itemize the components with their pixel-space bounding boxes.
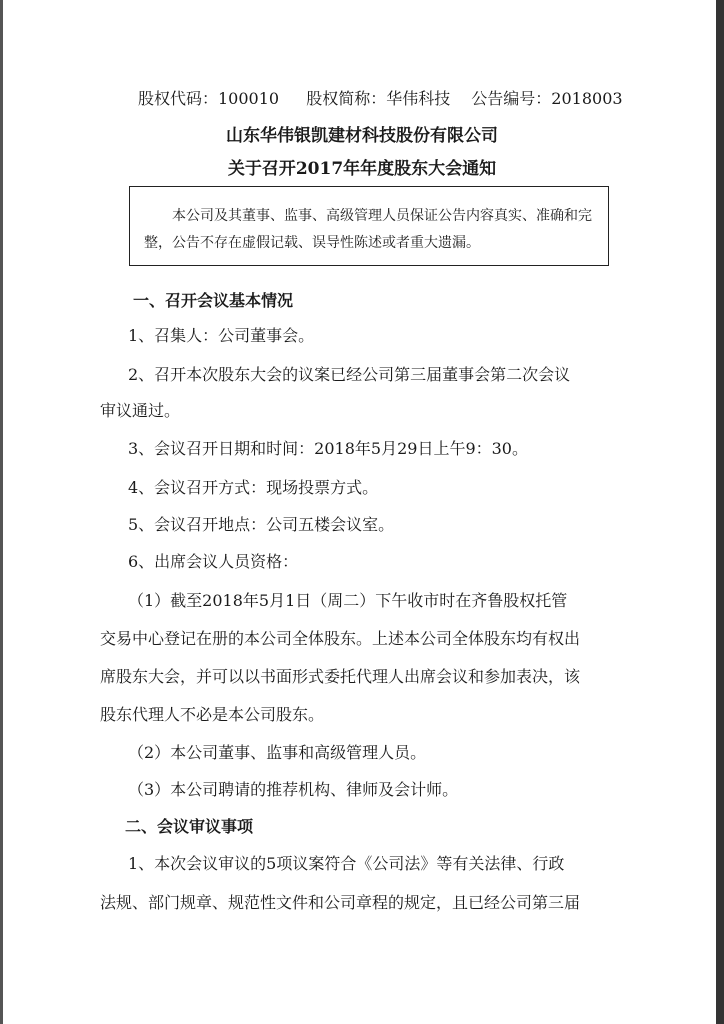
section-2-item-1-line-2: 法规、部门规章、规范性文件和公司章程的规定，且已经公司第三届 bbox=[100, 893, 581, 912]
section-1-heading: 一、召开会议基本情况 bbox=[133, 291, 294, 310]
sub-item-2: （2）本公司董事、监事和高级管理人员。 bbox=[128, 743, 427, 762]
sub-item-1-line-2: 交易中心登记在册的本公司全体股东。上述本公司全体股东均有权出 bbox=[100, 629, 581, 648]
stock-name: 股权简称：华伟科技 bbox=[306, 89, 451, 108]
item-3: 3、会议召开日期和时间：2018年5月29日上午9：30。 bbox=[128, 439, 528, 458]
notice-title: 关于召开2017年年度股东大会通知 bbox=[227, 159, 497, 179]
company-title: 山东华伟银凯建材科技股份有限公司 bbox=[226, 126, 498, 146]
item-1: 1、召集人：公司董事会。 bbox=[128, 326, 315, 345]
document-header bbox=[138, 86, 638, 109]
sub-item-1-line-4: 股东代理人不必是本公司股东。 bbox=[100, 705, 325, 724]
section-2-item-1-line-1: 1、本次会议审议的5项议案符合《公司法》等有关法律、行政 bbox=[128, 854, 565, 873]
item-5: 5、会议召开地点：公司五楼会议室。 bbox=[128, 515, 395, 534]
section-2-heading: 二、会议审议事项 bbox=[125, 817, 254, 836]
disclaimer-line-1: 本公司及其董事、监事、高级管理人员保证公告内容真实、准确和完 bbox=[172, 208, 592, 224]
notice-number: 公告编号：2018003 bbox=[471, 89, 623, 108]
sub-item-3: （3）本公司聘请的推荐机构、律师及会计师。 bbox=[128, 780, 459, 799]
item-4: 4、会议召开方式：现场投票方式。 bbox=[128, 478, 379, 497]
disclaimer-box bbox=[129, 186, 609, 266]
disclaimer-line-2: 整，公告不存在虚假记载、误导性陈述或者重大遗漏。 bbox=[144, 235, 480, 251]
item-2-line-2: 审议通过。 bbox=[100, 401, 181, 420]
stock-code: 股权代码：100010 bbox=[138, 89, 280, 108]
sub-item-1-line-3: 席股东大会，并可以以书面形式委托代理人出席会议和参加表决，该 bbox=[100, 667, 581, 686]
sub-item-1-line-1: （1）截至2018年5月1日（周二）下午收市时在齐鲁股权托管 bbox=[128, 591, 568, 610]
item-2-line-1: 2、召开本次股东大会的议案已经公司第三届董事会第二次会议 bbox=[128, 365, 571, 384]
item-6: 6、出席会议人员资格： bbox=[128, 552, 299, 571]
